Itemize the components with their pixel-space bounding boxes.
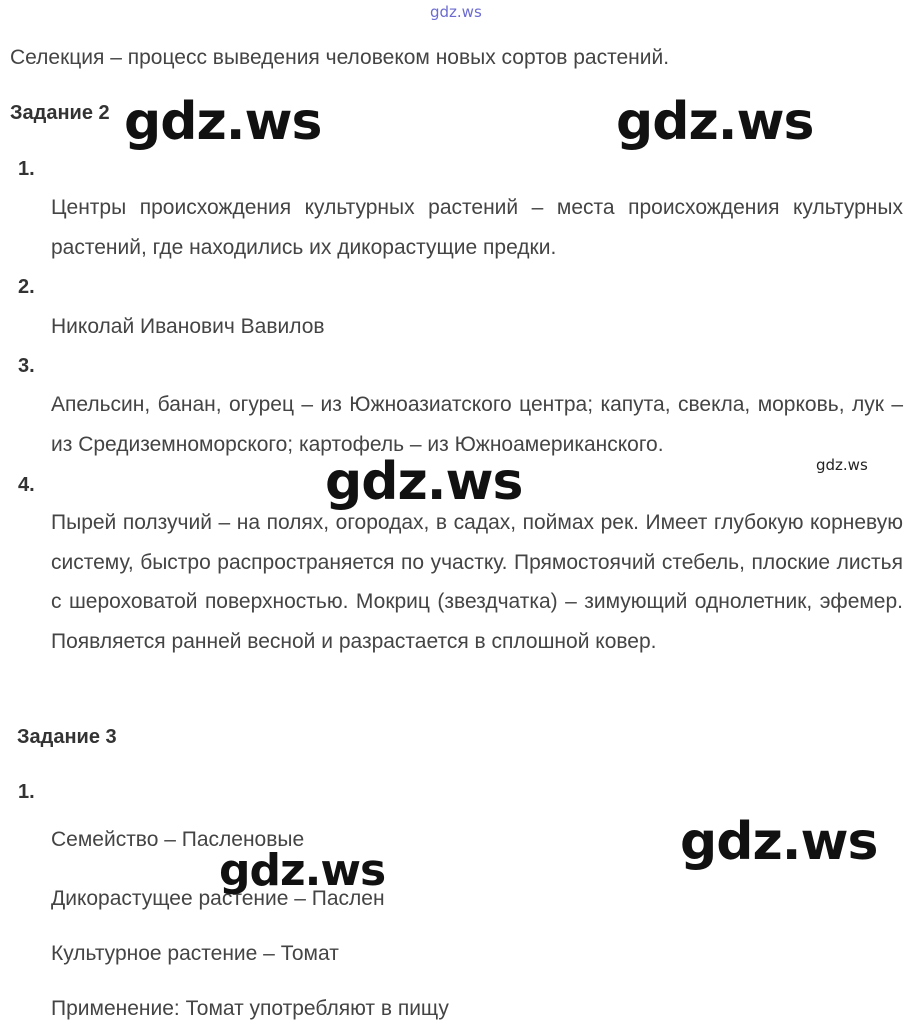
task3-line-usage: Применение: Томат употребляют в пищу — [51, 997, 449, 1020]
task2-item-4-number: 4. — [18, 474, 35, 496]
watermark-3: gdz.ws — [325, 452, 523, 512]
intro-text: Селекция – процесс выведения человеком новых сортов растений. — [10, 46, 670, 69]
task2-item-1-text: Центры происхождения культурных растений – места происхождения культурных растений, где находились их дикорастущие предки. — [51, 196, 903, 259]
task2-heading: Задание 2 — [10, 102, 110, 124]
watermark-6: gdz.ws — [219, 845, 386, 896]
watermark-top: gdz.ws — [430, 3, 482, 21]
watermark-4: gdz.ws — [816, 456, 868, 474]
task2-item-1-number: 1. — [18, 158, 35, 180]
watermark-2: gdz.ws — [616, 92, 814, 152]
task3-item-1-number: 1. — [18, 781, 35, 803]
watermark-1: gdz.ws — [124, 92, 322, 152]
watermark-5: gdz.ws — [680, 812, 878, 872]
task2-item-3-text: Апельсин, банан, огурец – из Южноазиатского центра; капута, свекла, морковь, лук – из Средиземноморского; картофель – из Южноамериканского. — [51, 393, 903, 456]
task2-item-2-text: Николай Иванович Вавилов — [51, 315, 325, 338]
task2-item-2-number: 2. — [18, 276, 35, 298]
task2-item-4-text: Пырей ползучий – на полях, огородах, в садах, поймах рек. Имеет глубокую корневую систему, быстро распространяется по участку. Прямостоячий стебель, плоские листья с шероховатой поверхностью. Мокриц (звездчатка) – зимующий однолетник, эфемер. Появляется ранней весной и разрастается в сплошной ковер. — [51, 511, 903, 653]
task2-item-3-number: 3. — [18, 355, 35, 377]
task3-line-cultivated-plant: Культурное растение – Томат — [51, 942, 339, 965]
task3-line-family: Семейство – Пасленовые — [51, 828, 305, 851]
task3-line-wild-plant: Дикорастущее растение – Паслен — [51, 887, 385, 910]
task3-heading: Задание 3 — [17, 726, 117, 748]
